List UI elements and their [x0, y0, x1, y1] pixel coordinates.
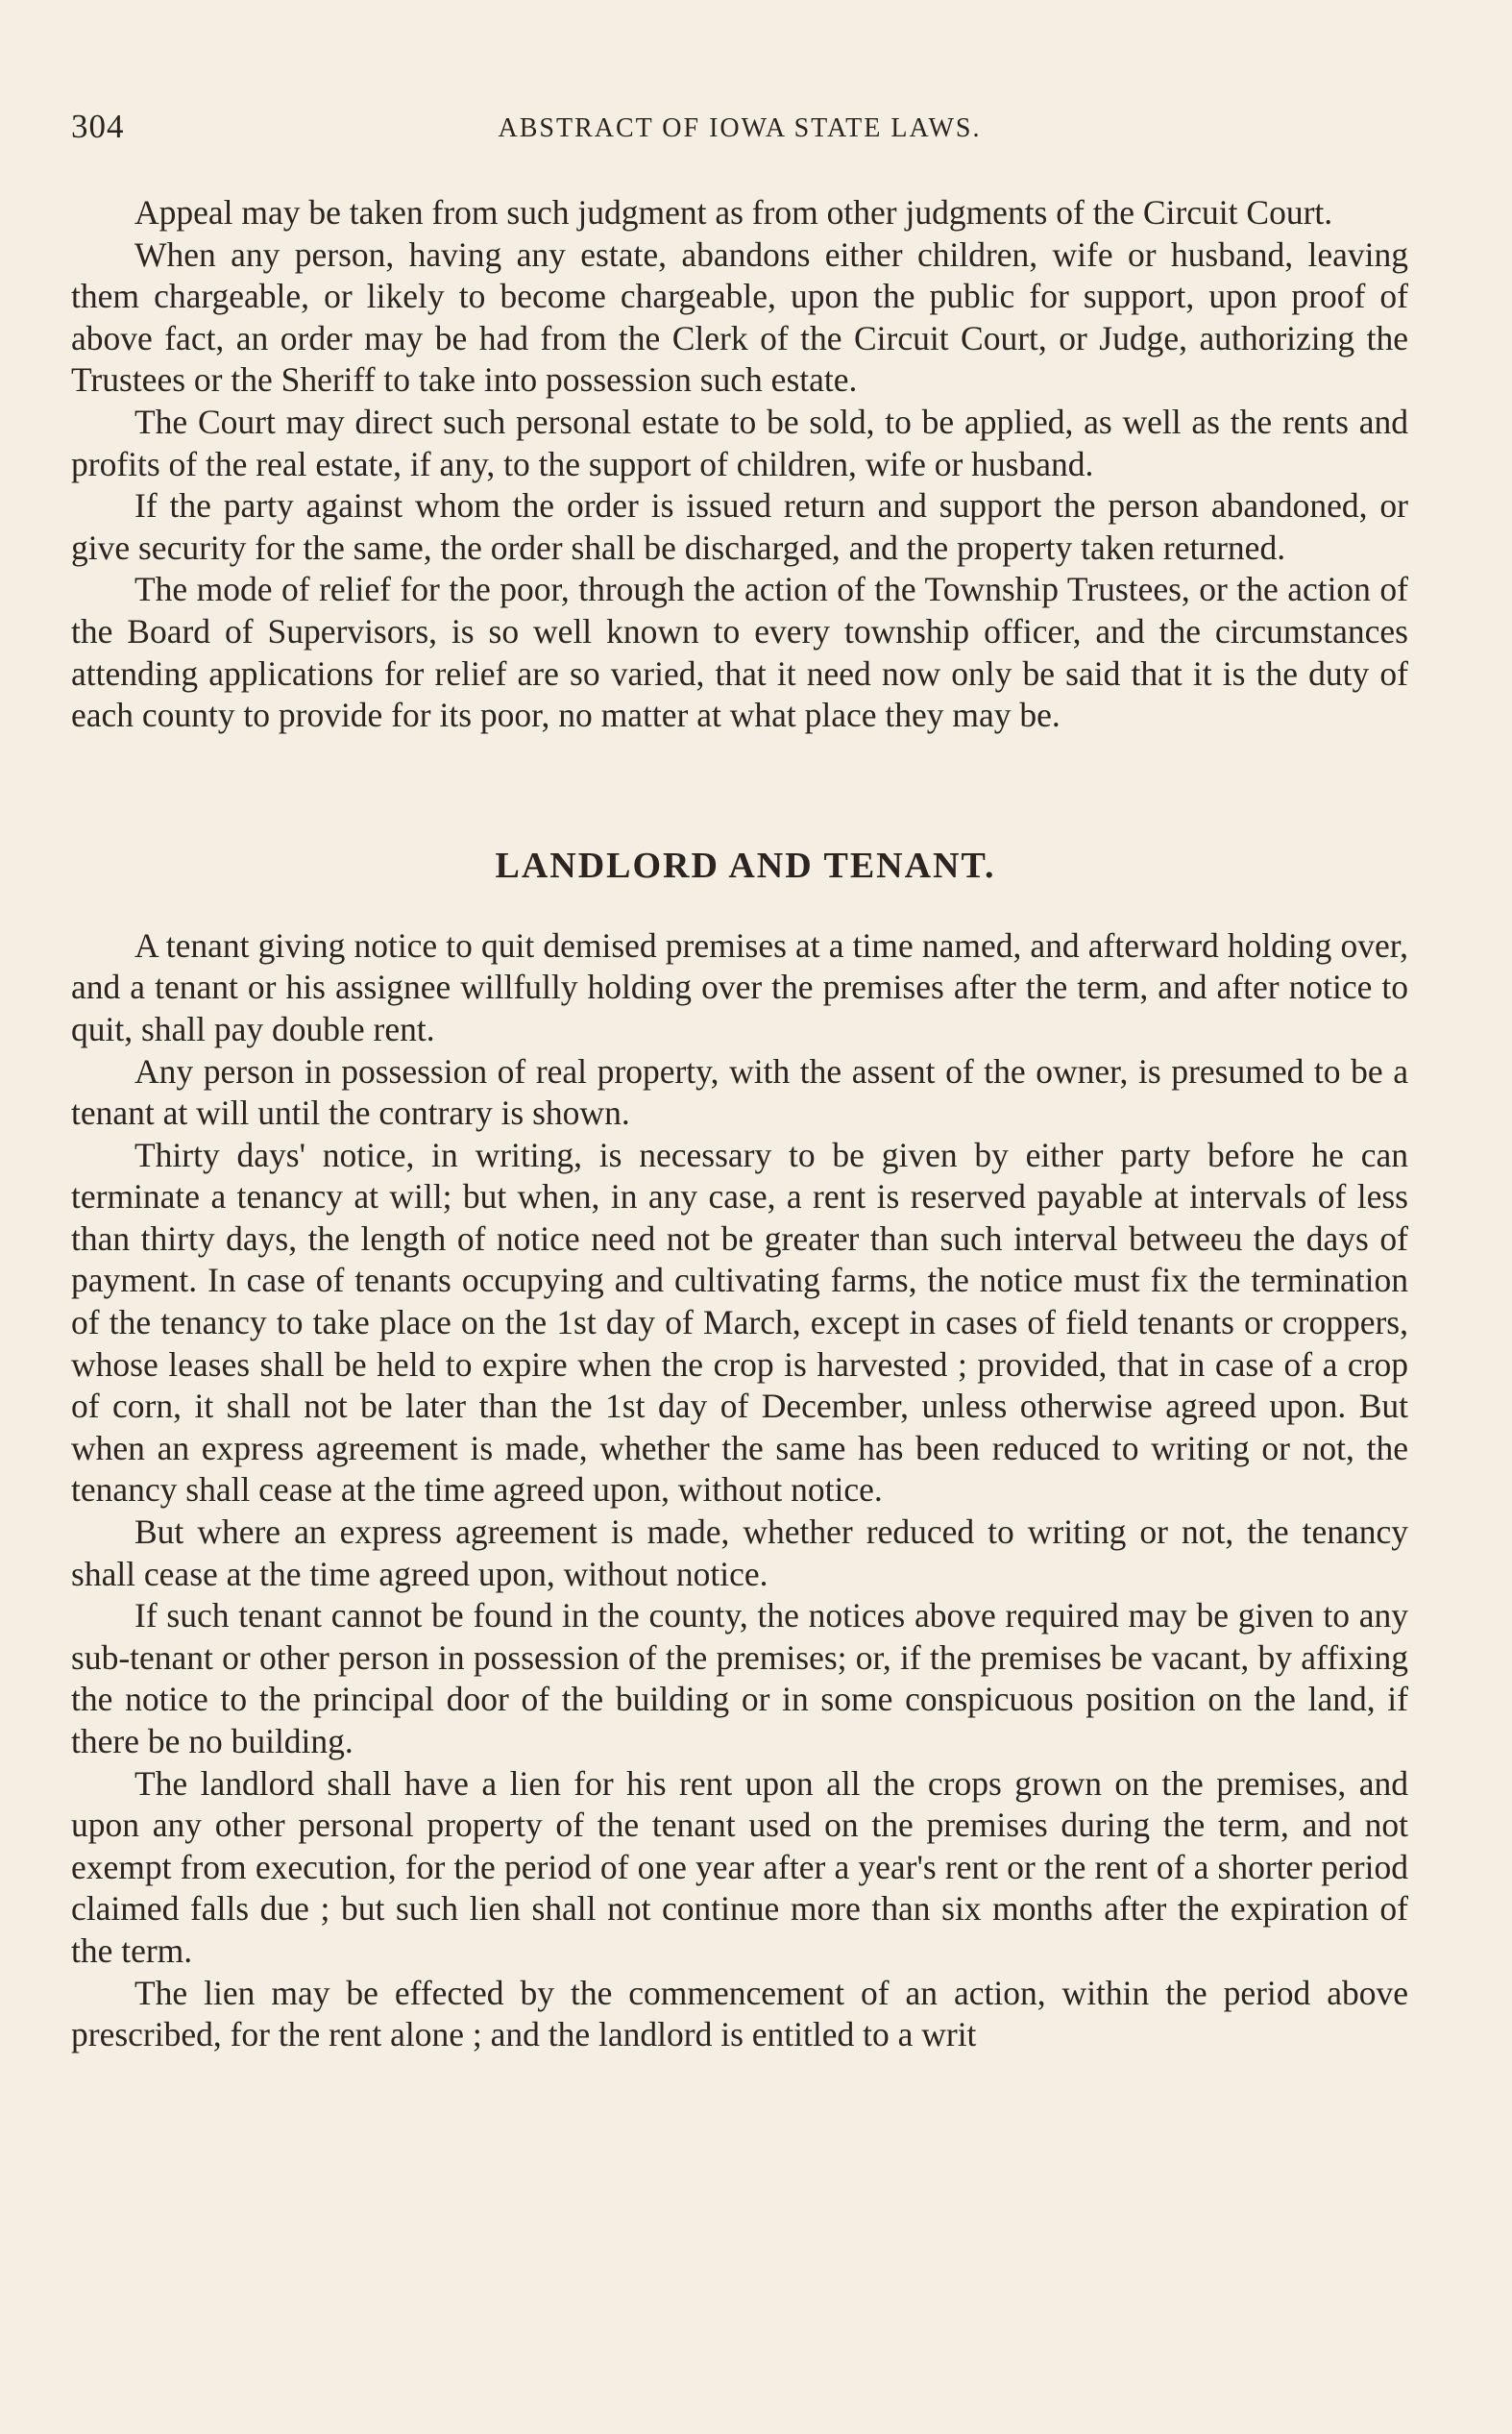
section-poor-relief [71, 192, 1408, 737]
paragraph: If the party against whom the order is issued return and support the person abandoned, or give security for the same, the order shall be discharged, and the property taken returned. [71, 486, 1408, 567]
paragraph: The mode of relief for the poor, through the action of the Township Trustees, or the action of the Board of Supervisors, is so well known to every township officer, and the circumstances attending applications for relief are so varied, that it need now only be said that it is the duty of each county to provide for its poor, no matter at what place they may be. [71, 570, 1408, 735]
section-landlord-and-tenant [71, 845, 1408, 2056]
page-body [71, 108, 1408, 2056]
running-title: ABSTRACT OF IOWA STATE LAWS. [498, 113, 982, 143]
section-heading [71, 845, 1408, 887]
paragraph: If such tenant cannot be found in the county, the notices above required may be given to any sub-tenant or other person in possession of the premises; or, if the premises be vacant, by affixing the notice to the principal door of the building or in some conspicuous position on the land, if there be no building. [71, 1596, 1408, 1760]
section-heading-text: LANDLORD AND TENANT. [495, 845, 996, 886]
paragraph: When any person, having any estate, abandons either children, wife or husband, leaving them chargeable, or likely to become chargeable, upon the public for support, upon proof of above fact, an order may be had from the Clerk of the Circuit Court, or Judge, authorizing the Trustees or the Sheriff to take into possession such estate. [71, 234, 1408, 400]
paragraph: Thirty days' notice, in writing, is necessary to be given by either party before he can terminate a tenancy at will; but when, in any case, a rent is reserved payable at intervals of less than thirty days, the length of notice need not be greater than such interval betweeu the days of payment. In case of tenants occupying and cultivating farms, the notice must fix the termination of the tenancy to take place on the 1st day of March, except in cases of field tenants or croppers, whose leases shall be held to expire when the crop is harvested ; provided, that in case of a crop of corn, it shall not be later than the 1st day of December, unless otherwise agreed upon. But when an express agreement is made, whether the same has been reduced to writing or not, the tenancy shall cease at the time agreed upon, without notice. [71, 1135, 1408, 1510]
paragraph: Appeal may be taken from such judgment as from other judgments of the Circuit Court. [134, 193, 1333, 232]
page-number: 304 [71, 108, 125, 145]
paragraph: But where an express agreement is made, whether reduced to writing or not, the tenancy shall cease at the time agreed upon, without notice. [71, 1512, 1408, 1593]
running-head [71, 108, 1408, 158]
paragraph: The lien may be effected by the commencement of an action, within the period above prescribed, for the rent alone ; and the landlord is entitled to a writ [71, 1973, 1408, 2054]
paragraph: A tenant giving notice to quit demised premises at a time named, and afterward holding over, and a tenant or his assignee willfully holding over the premises after the term, and after notice to quit, shall pay double rent. [71, 925, 1408, 1048]
paragraph: The Court may direct such personal estate to be sold, to be applied, as well as the rents and profits of the real estate, if any, to the support of children, wife or husband. [71, 402, 1408, 483]
paragraph: Any person in possession of real property, with the assent of the owner, is presumed to be a tenant at will until the contrary is shown. [71, 1051, 1408, 1133]
paragraph: The landlord shall have a lien for his rent upon all the crops grown on the premises, and upon any other personal property of the tenant used on the premises during the term, and not exempt from execution, for the period of one year after a year's rent or the rent of a shorter period claimed falls due ; but such lien shall not continue more than six months after the expiration of the term. [71, 1763, 1408, 1970]
